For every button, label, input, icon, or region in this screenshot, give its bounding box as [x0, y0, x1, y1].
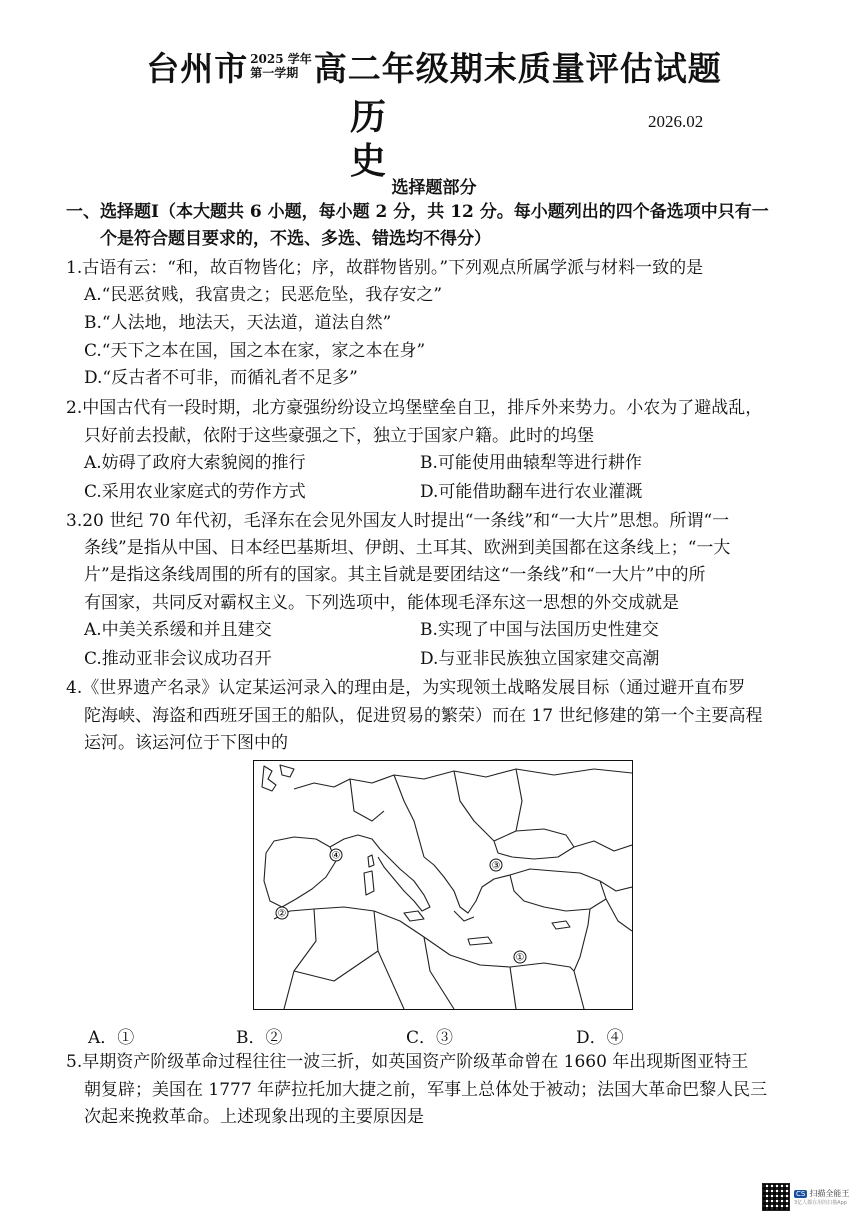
q4-stem-cont1: 陀海峡、海盗和西班牙国王的船队，促进贸易的繁荣）而在 17 世纪修建的第一个主要高程	[84, 706, 763, 726]
title-term	[250, 52, 312, 80]
map-marker-3: ③	[491, 860, 501, 872]
scanner-watermark	[762, 1182, 854, 1212]
q1-option-a[interactable]: A.“民恶贫贱，我富贵之；民恶危坠，我存安之”	[84, 285, 443, 305]
watermark-badge: CS	[796, 1189, 806, 1198]
q4-option-b[interactable]: B．②	[236, 1028, 283, 1048]
q3-option-a[interactable]: A.中美关系缓和并且建交	[84, 620, 272, 640]
q3-stem-cont2: 片”是指这条线周围的所有的国家。其主旨就是要团结这“一条线”和“一大片”中的所	[84, 565, 706, 585]
q3-stem: 3.20 世纪 70 年代初，毛泽东在会见外国友人时提出“一条线”和“一大片”思想。所谓“一	[66, 511, 730, 531]
map-svg	[254, 761, 632, 1009]
section-instruction-cont: 个是符合题目要求的，不选、多选、错选均不得分）	[100, 229, 491, 249]
q4-stem-cont2: 运河。该运河位于下图中的	[84, 733, 288, 753]
map-marker-4: ④	[331, 850, 341, 862]
watermark-sub: 3亿人都在用的扫描App	[794, 1200, 847, 1206]
map-marker-1: ①	[515, 952, 525, 964]
map-markers	[276, 849, 526, 964]
q4-option-d[interactable]: D．④	[576, 1028, 624, 1048]
q3-stem-cont3: 有国家，共同反对霸权主义。下列选项中，能体现毛泽东这一思想的外交成就是	[84, 593, 679, 613]
exam-date: 2026.02	[648, 112, 704, 131]
q5-stem: 5.早期资产阶级革命过程往往一波三折，如英国资产阶级革命曾在 1660 年出现斯图亚特王	[66, 1052, 749, 1072]
subject-title: 历 史	[350, 96, 421, 182]
title-rest: 高二年级期末质量评估试题	[313, 48, 722, 88]
q2-option-c[interactable]: C.采用农业家庭式的劳作方式	[84, 482, 306, 502]
watermark-name: 扫描全能王	[809, 1189, 850, 1198]
q1-stem: 1.古语有云：“和，故百物皆化；序，故群物皆别。”下列观点所属学派与材料一致的是	[66, 258, 704, 278]
map-marker-2: ②	[277, 908, 287, 920]
q2-stem: 2.中国古代有一段时期，北方豪强纷纷设立坞堡壁垒自卫，排斥外来势力。小农为了避战乱，	[66, 398, 763, 418]
q2-option-d[interactable]: D.可能借助翻车进行农业灌溉	[420, 482, 643, 502]
exam-title	[0, 42, 868, 90]
q3-option-d[interactable]: D.与亚非民族独立国家建交高潮	[420, 649, 660, 669]
q4-option-c[interactable]: C．③	[406, 1028, 454, 1048]
q1-option-c[interactable]: C.“天下之本在国，国之本在家，家之本在身”	[84, 341, 426, 361]
q1-option-b[interactable]: B.“人法地，地法天，天法道，道法自然”	[84, 313, 392, 333]
q4-option-a[interactable]: A．①	[88, 1028, 135, 1048]
q3-option-b[interactable]: B.实现了中国与法国历史性建交	[420, 620, 659, 640]
q5-stem-cont2: 次起来挽救革命。上述现象出现的主要原因是	[84, 1107, 424, 1127]
q1-option-d[interactable]: D.“反古者不可非，而循礼者不足多”	[84, 368, 358, 388]
section-instruction: 一、选择题Ⅰ（本大题共 6 小题，每小题 2 分，共 12 分。每小题列出的四个备选项中只有一	[66, 202, 769, 222]
title-city: 台州市	[146, 48, 249, 88]
section-heading: 选择题部分	[391, 178, 477, 198]
q2-option-a[interactable]: A.妨碍了政府大索貌阅的推行	[84, 453, 306, 473]
q3-option-c[interactable]: C.推动亚非会议成功召开	[84, 649, 272, 669]
qr-code-icon	[762, 1183, 790, 1211]
term-year: 2025 学年	[250, 52, 312, 66]
q4-options	[0, 1023, 868, 1047]
watermark-text	[794, 1188, 849, 1206]
q2-option-b[interactable]: B.可能使用曲辕犁等进行耕作	[420, 453, 642, 473]
mediterranean-map	[253, 760, 633, 1010]
q4-stem: 4.《世界遗产名录》认定某运河录入的理由是，为实现领土战略发展目标（通过避开直布罗	[66, 678, 746, 698]
q2-stem-cont: 只好前去投献，依附于这些豪强之下，独立于国家户籍。此时的坞堡	[84, 426, 594, 446]
term-semester: 第一学期	[250, 66, 299, 80]
q3-stem-cont1: 条线”是指从中国、日本经巴基斯坦、伊朗、土耳其、欧洲到美国都在这条线上；“一大	[84, 538, 731, 558]
q5-stem-cont1: 朝复辟；美国在 1777 年萨拉托加大捷之前，军事上总体处于被动；法国大革命巴黎人民三	[84, 1080, 768, 1100]
